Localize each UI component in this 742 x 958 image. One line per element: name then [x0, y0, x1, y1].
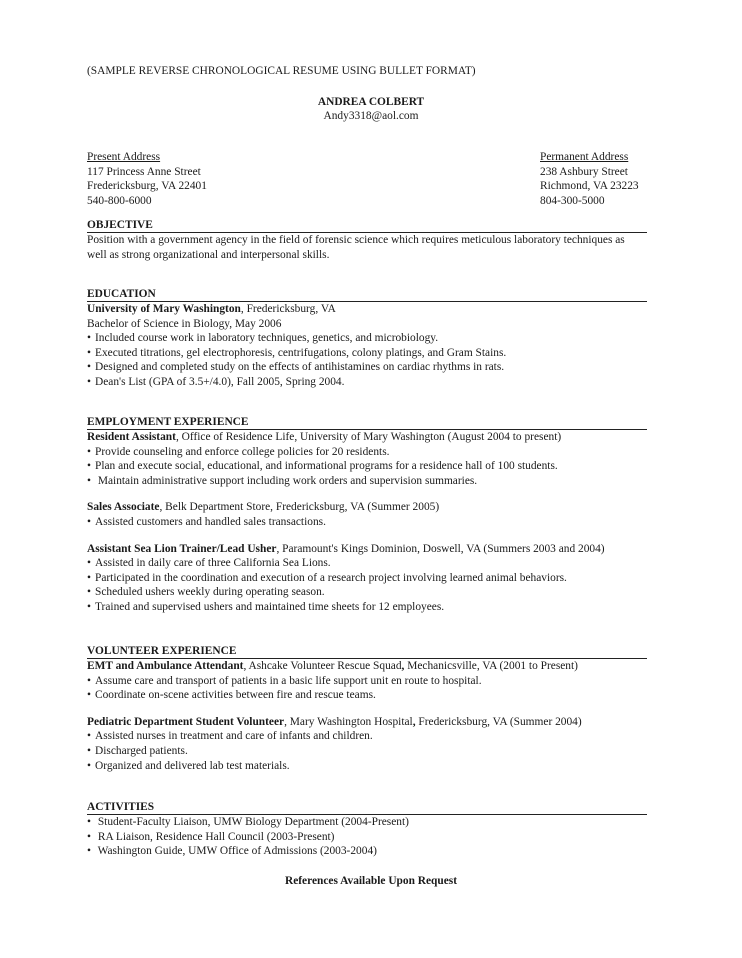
applicant-name: ANDREA COLBERT — [317, 96, 425, 108]
employment-heading: EMPLOYMENT EXPERIENCE — [87, 416, 647, 430]
objective-line-1: Position with a government agency in the field of forensic science which requires meticulous laboratory techniques as — [87, 234, 625, 246]
volunteer-title: Pediatric Department Student Volunteer — [87, 715, 285, 728]
employment-section — [87, 416, 647, 615]
present-address-city: Fredericksburg, VA 22401 — [87, 180, 207, 193]
job-bullet: • Participated in the coordination and execution of a research project involving learned animal behaviors. — [87, 571, 647, 586]
present-address-block — [87, 150, 207, 208]
job-title-line — [87, 542, 647, 557]
job-title-line — [87, 430, 647, 445]
objective-section — [87, 219, 647, 262]
permanent-address-street: 238 Ashbury Street — [540, 165, 628, 178]
job-bullet: • Maintain administrative support including work orders and supervision summaries. — [87, 474, 647, 489]
education-bullet: • Included course work in laboratory techniques, genetics, and microbiology. — [87, 331, 647, 346]
volunteer-heading: VOLUNTEER EXPERIENCE — [87, 645, 647, 659]
activities-section — [87, 801, 647, 859]
job-detail: , Office of Residence Life, University of Mary Washington (August 2004 to present) — [175, 431, 562, 443]
permanent-address-block — [540, 150, 639, 208]
job-bullet: • Trained and supervised ushers and maintained time sheets for 12 employees. — [87, 600, 647, 615]
permanent-address-phone: 804-300-5000 — [540, 194, 605, 207]
education-school-line — [87, 302, 647, 317]
volunteer-detail: , Mary Washington Hospital — [284, 715, 413, 728]
job-bullet: • Plan and execute social, educational, and informational programs for a residence hall of 100 students. — [87, 459, 647, 474]
volunteer-title-line — [87, 659, 647, 674]
permanent-address-label: Permanent Address — [540, 151, 629, 163]
volunteer-bullet: • Discharged patients. — [87, 744, 647, 759]
volunteer-title: EMT and Ambulance Attendant — [87, 660, 244, 672]
education-bullet: • Dean's List (GPA of 3.5+/4.0), Fall 2005, Spring 2004. — [87, 375, 647, 390]
spacer — [87, 530, 647, 542]
volunteer-location: Mechanicsville, VA (2001 to Present) — [407, 660, 578, 672]
education-location: , Fredericksburg, VA — [240, 303, 336, 315]
volunteer-bullet: • Assume care and transport of patients in a basic life support unit en route to hospital. — [87, 674, 647, 689]
objective-line-2: well as strong organizational and interpersonal skills. — [87, 248, 330, 261]
job-bullet: • Assisted customers and handled sales transactions. — [87, 515, 647, 530]
education-bullet: • Executed titrations, gel electrophoresis, centrifugations, colony platings, and Gram Stains. — [87, 346, 647, 361]
volunteer-separator: , — [412, 715, 419, 728]
education-heading: EDUCATION — [87, 288, 647, 302]
activity-item: • Student-Faculty Liaison, UMW Biology Department (2004-Present) — [87, 815, 647, 830]
present-address-label: Present Address — [87, 151, 161, 163]
permanent-address-city: Richmond, VA 23223 — [540, 180, 639, 193]
volunteer-detail: , Ashcake Volunteer Rescue Squad — [243, 660, 402, 672]
applicant-email: Andy3318@aol.com — [323, 110, 419, 122]
job-bullet: • Scheduled ushers weekly during operating season. — [87, 585, 647, 600]
volunteer-bullet: • Organized and delivered lab test materials. — [87, 759, 647, 774]
objective-heading: OBJECTIVE — [87, 219, 647, 233]
present-address-phone: 540-800-6000 — [87, 194, 152, 207]
volunteer-separator: , — [401, 660, 408, 672]
job-title: Assistant Sea Lion Trainer/Lead Usher — [87, 542, 277, 555]
job-title: Resident Assistant — [87, 431, 176, 443]
education-bullet: • Designed and completed study on the effects of antihistamines on cardiac rhythms in rats. — [87, 360, 647, 375]
volunteer-bullet: • Assisted nurses in treatment and care of infants and children. — [87, 729, 647, 744]
spacer — [87, 703, 647, 715]
job-title: Sales Associate — [87, 501, 160, 514]
education-degree: Bachelor of Science in Biology, May 2006 — [87, 317, 282, 330]
job-title-line — [87, 500, 647, 515]
education-section — [87, 288, 647, 390]
present-address-street: 117 Princess Anne Street — [87, 165, 201, 178]
education-school: University of Mary Washington — [87, 303, 241, 315]
activity-item: • RA Liaison, Residence Hall Council (2003-Present) — [87, 830, 647, 845]
job-detail: , Belk Department Store, Fredericksburg, VA (Summer 2005) — [159, 501, 440, 514]
job-detail: , Paramount's Kings Dominion, Doswell, VA (Summers 2003 and 2004) — [276, 542, 605, 555]
volunteer-bullet: • Coordinate on-scene activities between fire and rescue teams. — [87, 688, 647, 703]
references-note: References Available Upon Request — [284, 875, 457, 887]
activity-item: • Washington Guide, UMW Office of Admissions (2003-2004) — [87, 844, 647, 859]
volunteer-title-line — [87, 715, 647, 730]
activities-heading: ACTIVITIES — [87, 801, 647, 815]
sample-note: (SAMPLE REVERSE CHRONOLOGICAL RESUME USING BULLET FORMAT) — [87, 65, 476, 77]
job-bullet: • Provide counseling and enforce college policies for 20 residents. — [87, 445, 647, 460]
spacer — [87, 488, 647, 500]
volunteer-section — [87, 645, 647, 773]
volunteer-location: Fredericksburg, VA (Summer 2004) — [418, 715, 582, 728]
job-bullet: • Assisted in daily care of three California Sea Lions. — [87, 556, 647, 571]
